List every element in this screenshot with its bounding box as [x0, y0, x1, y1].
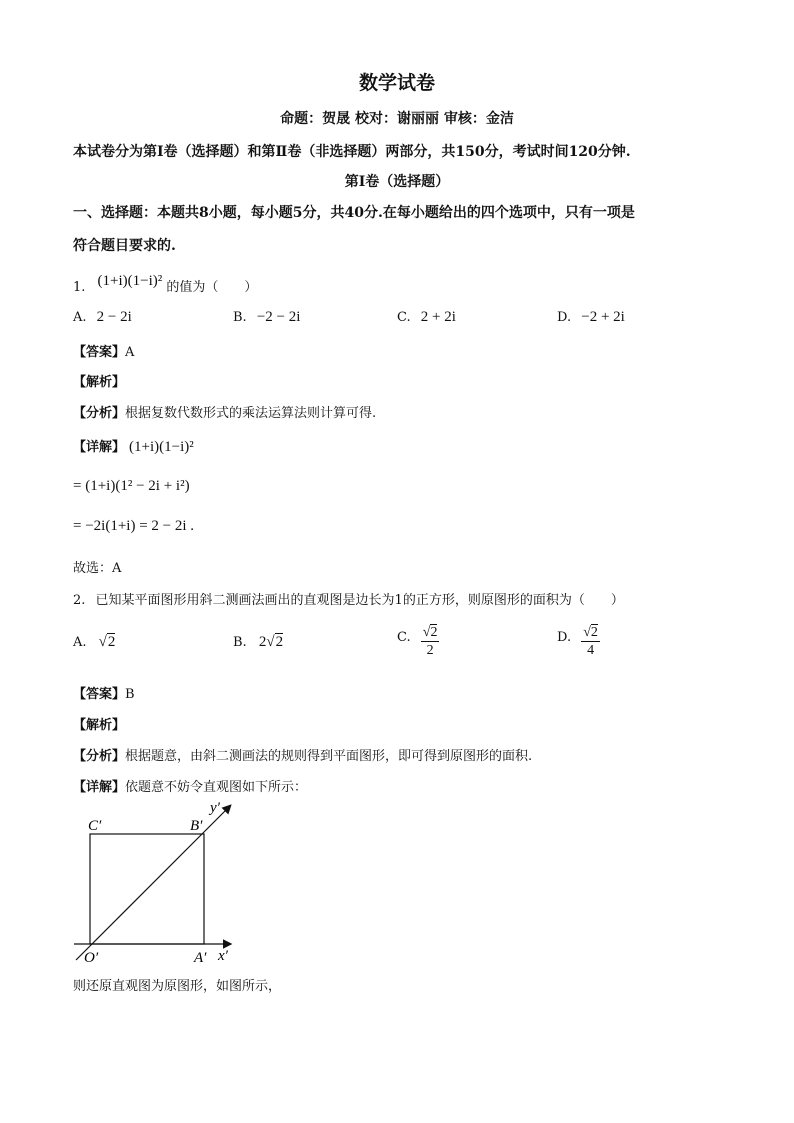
choose-line	[73, 557, 121, 576]
option-letter: C.	[397, 310, 411, 325]
label-a: A′	[194, 950, 207, 966]
option-a	[73, 634, 115, 651]
fraction-value: $\frac{√2}{4}$	[583, 625, 598, 658]
detail-expression: (1+i)(1−i)²	[129, 439, 194, 455]
option-value: −2 + 2i	[581, 309, 625, 325]
page-title: 数学试卷	[358, 72, 435, 94]
option-letter: B.	[233, 310, 247, 325]
fenxi-line	[73, 402, 376, 421]
option-letter: A.	[73, 310, 87, 325]
question-number: 1.	[73, 280, 86, 295]
question-2-stem: 已知某平面图形用斜二测画法画出的直观图是边长为1的正方形，则原图形的面积为（ ）	[95, 593, 624, 608]
answer-line	[73, 683, 135, 702]
option-letter: A.	[73, 635, 87, 650]
detail-label: 【详解】	[73, 440, 126, 455]
option-value: 2 − 2i	[96, 309, 132, 325]
fraction-value: $\frac{√2}{2}$	[422, 625, 438, 658]
option-letter: B.	[233, 635, 247, 650]
fenxi-text: 根据题意，由斜二测画法的规则得到平面图形，即可得到原图形的面积.	[125, 749, 533, 764]
label-b: B′	[190, 818, 203, 834]
restore-text: 则还原直观图为原图形，如图所示，	[73, 979, 282, 994]
question-1-suffix: 的值为（ ）	[166, 280, 258, 295]
analysis-label: 【解析】	[73, 718, 126, 733]
choose-label: 故选：	[73, 561, 113, 576]
option-value: −2 − 2i	[256, 309, 301, 325]
fenxi-line	[73, 745, 532, 764]
sqrt-value: 2√2	[258, 634, 284, 650]
question-1	[73, 273, 258, 296]
detail-label: 【详解】	[73, 780, 126, 795]
option-letter: D.	[557, 630, 572, 645]
sqrt-value: √2	[98, 634, 116, 650]
label-x: x′	[218, 948, 228, 964]
label-y: y′	[210, 800, 220, 816]
fenxi-label: 【分析】	[73, 406, 126, 421]
section-instructions-line2: 符合题目要求的.	[73, 238, 176, 254]
intuitive-diagram-figure	[70, 798, 245, 968]
label-c: C′	[88, 818, 102, 834]
option-c	[397, 309, 456, 326]
solution-step-2: = −2i(1+i) = 2 − 2i .	[73, 518, 195, 534]
option-value: 2 + 2i	[420, 309, 456, 325]
option-letter: D.	[557, 310, 572, 325]
answer-value: A	[125, 345, 135, 360]
section-instructions-line1: 一、选择题：本题共8小题，每小题5分，共40分.在每小题给出的四个选项中，只有一项是	[73, 205, 635, 221]
question-number: 2.	[73, 593, 86, 608]
detail-text: 依题意不妨令直观图如下所示：	[125, 780, 308, 795]
option-d	[557, 624, 600, 659]
option-d	[557, 309, 625, 326]
answer-label: 【答案】	[73, 687, 126, 702]
answer-label: 【答案】	[73, 345, 126, 360]
answer-line	[73, 341, 134, 360]
volume-title: 第Ⅰ卷（选择题）	[344, 174, 450, 190]
question-2	[73, 589, 624, 608]
question-1-expression: (1+i)(1−i)²	[97, 273, 163, 289]
detail-line	[73, 776, 307, 795]
exam-intro: 本试卷分为第Ⅰ卷（选择题）和第Ⅱ卷（非选择题）两部分，共150分，考试时间120分钟.	[73, 144, 631, 160]
choose-answer: A	[112, 561, 122, 576]
detail-line	[73, 436, 194, 456]
analysis-label: 【解析】	[73, 375, 126, 390]
option-a	[73, 309, 132, 326]
option-b	[233, 309, 300, 326]
fenxi-text: 根据复数代数形式的乘法运算法则计算可得.	[125, 406, 377, 421]
label-o: O′	[84, 950, 99, 966]
option-c	[397, 624, 439, 659]
solution-step-1: = (1+i)(1² − 2i + i²)	[73, 478, 190, 494]
credits-line: 命题：贺晟 校对：谢丽丽 审核：金洁	[280, 111, 514, 127]
option-b	[233, 634, 283, 651]
fenxi-label: 【分析】	[73, 749, 126, 764]
option-letter: C.	[397, 630, 411, 645]
answer-value: B	[125, 687, 135, 702]
